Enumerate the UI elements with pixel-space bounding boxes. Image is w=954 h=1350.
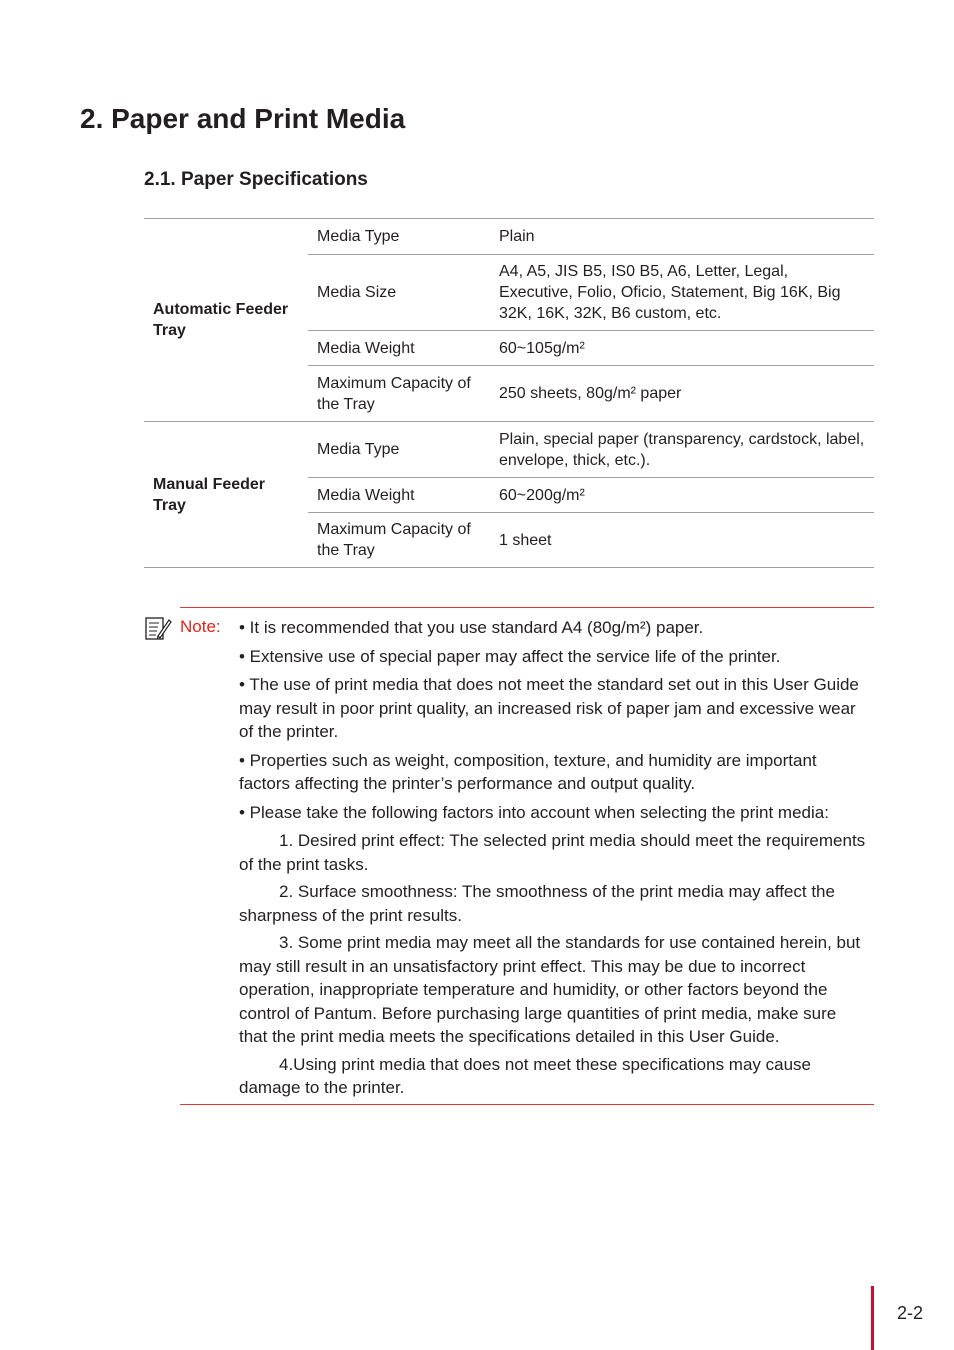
page-number-bar — [871, 1286, 874, 1350]
note-bullet: • The use of print media that does not meet the standard set out in this User Guide may result in poor print quality, an increased risk of paper jam and excessive wear of the printer. — [239, 675, 859, 741]
page-title: 2. Paper and Print Media — [80, 103, 406, 134]
note-numbered-item: 3. Some print media may meet all the standards for use contained herein, but may still result in an unsatisfactory print effect. This may be due to incorrect operation, inappropriate temperature and humidity, or other factors beyond the control of Pantum. Before purchasing large quantities of print media, make sure that the print media meets the specifications detailed in this User Guide. — [239, 933, 861, 1046]
value-cell: 60~200g/m² — [499, 486, 585, 504]
note-body — [239, 616, 869, 1104]
note-bullet: • Properties such as weight, composition, texture, and humidity are important factors affecting the printer’s performance and output quality. — [239, 750, 817, 793]
table-row — [144, 422, 874, 478]
note-numbered-item: 1. Desired print effect: The selected print media should meet the requirements of the print tasks. — [239, 831, 866, 874]
value-cell: Plain, special paper (transparency, cardstock, label, envelope, thick, etc.). — [499, 430, 865, 469]
value-cell: 1 sheet — [499, 531, 552, 549]
note-top-rule — [180, 607, 874, 608]
note-numbered-item: 4.Using print media that does not meet these specifications may cause damage to the printer. — [239, 1054, 812, 1097]
note-bullet: • It is recommended that you use standard A4 (80g/m²) paper. — [239, 618, 704, 637]
property-cell: Maximum Capacity of the Tray — [317, 374, 471, 413]
property-cell: Media Size — [317, 284, 397, 301]
group-label: Automatic Feeder Tray — [144, 219, 308, 422]
section-title: 2.1. Paper Specifications — [144, 169, 368, 190]
note-numbered-item: 2. Surface smoothness: The smoothness of the print media may affect the sharpness of the print results. — [239, 882, 835, 925]
note-bottom-rule — [180, 1104, 874, 1105]
value-cell: A4, A5, JIS B5, IS0 B5, A6, Letter, Legal, Executive, Folio, Oficio, Statement, Big 16K, Big 32K, 16K, 32K, B6 custom, etc. — [499, 263, 841, 322]
page-number: 2-2 — [897, 1303, 924, 1323]
property-cell: Media Weight — [317, 339, 415, 357]
value-cell: Plain — [499, 228, 535, 245]
value-cell: 250 sheets, 80g/m² paper — [499, 385, 682, 402]
note-bullet: • Extensive use of special paper may affect the service life of the printer. — [239, 646, 781, 666]
table-row — [144, 219, 874, 255]
property-cell: Media Type — [317, 441, 400, 458]
property-cell: Maximum Capacity of the Tray — [317, 521, 471, 559]
note-bullet: • Please take the following factors into account when selecting the print media: — [239, 802, 829, 822]
note-label: Note: — [180, 617, 221, 636]
paper-spec-table — [144, 218, 874, 568]
value-cell: 60~105g/m² — [499, 339, 585, 357]
group-label: Manual Feeder Tray — [144, 422, 308, 568]
property-cell: Media Weight — [317, 486, 415, 504]
property-cell: Media Type — [317, 228, 400, 245]
note-pencil-icon — [144, 614, 172, 642]
